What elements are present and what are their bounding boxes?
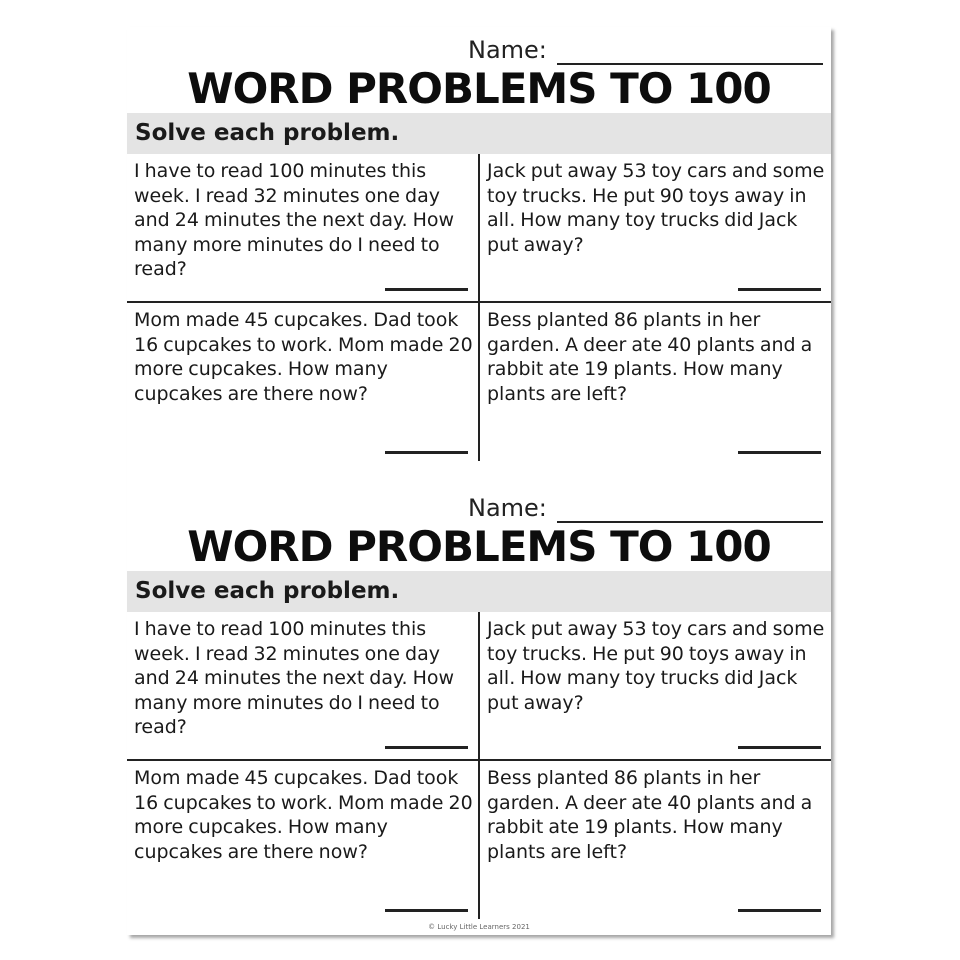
problem-grid — [127, 154, 831, 461]
problem-cell — [480, 612, 831, 759]
problem-text: Mom made 45 cupcakes. Dad took 16 cupcakes to work. Mom made 20 more cupcakes. How many cupcakes are there now? — [134, 767, 473, 863]
problem-cell — [480, 761, 831, 919]
problem-text: Jack put away 53 toy cars and some toy trucks. He put 90 toys away in all. How many toy trucks did Jack put away? — [487, 160, 825, 256]
worksheet-title: WORD PROBLEMS TO 100 — [187, 522, 771, 571]
name-label: Name: — [468, 494, 547, 522]
problem-cell — [127, 612, 478, 759]
name-row — [467, 35, 823, 65]
problem-text: Jack put away 53 toy cars and some toy trucks. He put 90 toys away in all. How many toy trucks did Jack put away? — [487, 618, 825, 714]
problem-text: Mom made 45 cupcakes. Dad took 16 cupcakes to work. Mom made 20 more cupcakes. How many cupcakes are there now? — [134, 309, 473, 405]
problem-cell — [480, 303, 831, 461]
problem-cell — [127, 761, 478, 919]
problem-text: I have to read 100 minutes this week. I read 32 minutes one day and 24 minutes the next day. How many more minutes do I need to read? — [134, 160, 455, 281]
answer-line — [385, 451, 468, 454]
problem-cell — [127, 303, 478, 461]
answer-line — [385, 909, 468, 912]
copyright-footer: © Lucky Little Learners 2021 — [428, 923, 530, 931]
problem-grid — [127, 612, 831, 919]
problem-cell — [480, 154, 831, 301]
problem-text: Bess planted 86 plants in her garden. A deer ate 40 plants and a rabbit ate 19 plants. How many plants are left? — [487, 767, 813, 863]
answer-line — [385, 288, 468, 291]
answer-line — [738, 746, 821, 749]
instruction-text: Solve each problem. — [135, 578, 400, 604]
answer-line — [385, 746, 468, 749]
answer-line — [738, 909, 821, 912]
answer-line — [738, 451, 821, 454]
problem-text: Bess planted 86 plants in her garden. A deer ate 40 plants and a rabbit ate 19 plants. How many plants are left? — [487, 309, 813, 405]
instruction-text: Solve each problem. — [135, 120, 400, 146]
answer-line — [738, 288, 821, 291]
worksheet-page — [127, 27, 831, 935]
worksheet-title: WORD PROBLEMS TO 100 — [187, 64, 771, 113]
problem-cell — [127, 154, 478, 301]
name-row — [467, 493, 823, 523]
instruction-bar — [127, 571, 831, 612]
instruction-bar — [127, 113, 831, 154]
problem-text: I have to read 100 minutes this week. I read 32 minutes one day and 24 minutes the next day. How many more minutes do I need to read? — [134, 618, 455, 739]
name-label: Name: — [468, 36, 547, 64]
